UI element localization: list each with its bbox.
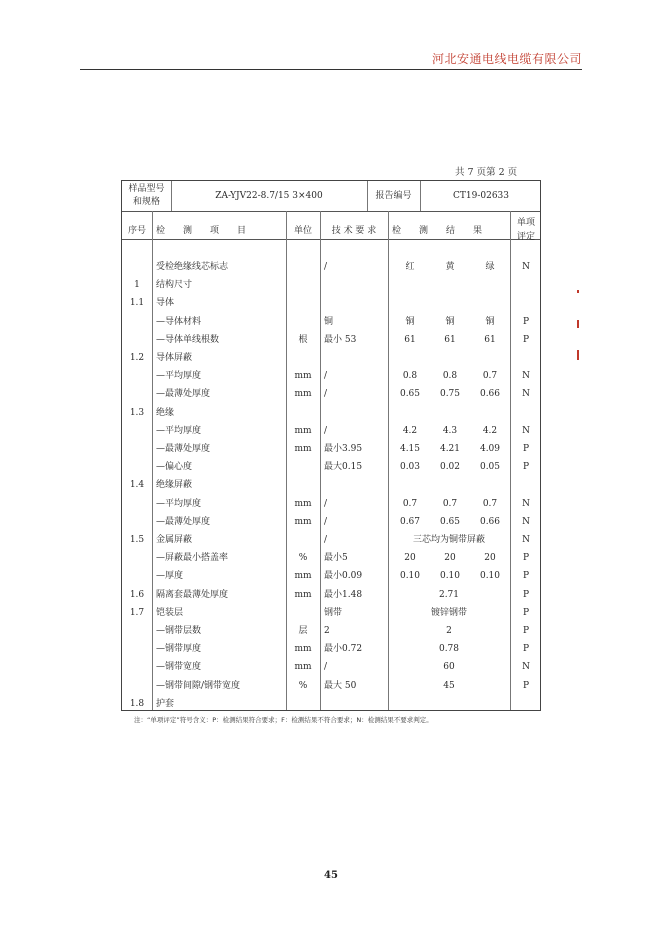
- row-verdict: N: [522, 535, 530, 545]
- row-result-core1: 0.67: [399, 516, 421, 527]
- row-verdict: N: [522, 425, 530, 436]
- row-result-merged: 0.78: [438, 644, 460, 655]
- table-row: [122, 531, 540, 549]
- row-item: 受检绝缘线芯标志: [156, 262, 229, 272]
- row-result-core1: 20: [404, 553, 416, 564]
- row-item: —平均厚度: [156, 371, 202, 382]
- row-requirement: 2: [324, 626, 330, 636]
- table-row: [122, 294, 540, 312]
- row-requirement: /: [324, 389, 328, 400]
- row-result-core3: 铜: [485, 316, 495, 327]
- row-item: —导体单线根数: [156, 334, 220, 345]
- footnote: 注：“单项评定”符号含义：P：检测结果符合要求；F：检测结果不符合要求；N：检测结果不要求判定。: [134, 716, 433, 724]
- row-result-core2: 铜: [445, 316, 455, 327]
- row-verdict: P: [522, 444, 530, 454]
- row-result-core2: 0.10: [439, 571, 461, 582]
- row-seq: 1.2: [129, 353, 145, 363]
- row-result-core1: 0.10: [399, 571, 421, 582]
- row-result-merged: 2: [446, 626, 452, 636]
- table-row: [122, 331, 540, 349]
- row-verdict: P: [522, 589, 530, 600]
- row-requirement: 最小0.09: [324, 571, 363, 582]
- row-item: —钢带宽度: [156, 662, 202, 673]
- row-seq: 1.5: [129, 535, 145, 545]
- row-result-merged: 镀锌钢带: [430, 607, 467, 618]
- row-seq: 1.7: [129, 607, 145, 618]
- table-row: [122, 695, 540, 713]
- row-result-core2: 4.3: [442, 425, 458, 436]
- row-requirement: 钢带: [324, 607, 343, 618]
- row-verdict: P: [522, 571, 530, 582]
- row-requirement: 最小3.95: [324, 444, 363, 454]
- row-result-core2: 0.65: [439, 516, 461, 527]
- col-header-verdict-1: 单项: [516, 218, 535, 228]
- row-item: —屏蔽最小搭盖率: [156, 553, 229, 564]
- row-result-core3: 0.7: [482, 498, 498, 509]
- page-count: 共 7 页第 2 页: [455, 167, 518, 178]
- table-row: [122, 604, 540, 622]
- row-requirement: 最小1.48: [324, 589, 363, 600]
- row-item: —钢带层数: [156, 626, 202, 636]
- row-verdict: N: [522, 262, 530, 272]
- row-result-core3: 4.09: [479, 444, 501, 454]
- row-verdict: P: [522, 644, 530, 655]
- row-result-core1: 铜: [405, 316, 415, 327]
- row-result-core1: 红: [405, 262, 415, 272]
- row-unit: %: [298, 553, 308, 564]
- row-requirement: 最大 50: [324, 680, 357, 691]
- row-unit: mm: [294, 644, 312, 655]
- table-row: [122, 385, 540, 403]
- table-row: [122, 495, 540, 513]
- row-unit: %: [298, 680, 308, 691]
- row-result-core1: 0.03: [399, 462, 421, 473]
- row-unit: mm: [294, 516, 312, 527]
- row-result-core2: 黄: [445, 262, 455, 272]
- row-result-core2: 20: [444, 553, 456, 564]
- row-item: 隔离套最薄处厚度: [156, 589, 229, 600]
- meta-row-divider: [122, 211, 540, 212]
- header-row-divider: [122, 239, 540, 240]
- row-item: 铠装层: [156, 607, 184, 618]
- row-result-core1: 0.7: [402, 498, 418, 509]
- table-row: [122, 622, 540, 640]
- row-result-core1: 0.8: [402, 371, 418, 382]
- row-result-core3: 4.2: [482, 425, 498, 436]
- table-row: [122, 549, 540, 567]
- row-seq: 1.3: [129, 407, 145, 418]
- report-label: 报告编号: [375, 191, 412, 201]
- row-unit: mm: [294, 662, 312, 673]
- row-seq: 1.4: [129, 480, 145, 491]
- row-requirement: 最小 53: [324, 334, 357, 345]
- row-item: 结构尺寸: [156, 280, 193, 291]
- table-row: [122, 422, 540, 440]
- table-row: [122, 367, 540, 385]
- row-verdict: P: [522, 553, 530, 564]
- row-unit: mm: [294, 371, 312, 382]
- row-item: —偏心度: [156, 462, 193, 473]
- report-number: CT19-02633: [452, 191, 509, 201]
- table-row: [122, 640, 540, 658]
- row-result-core3: 0.7: [482, 371, 498, 382]
- row-result-core1: 4.2: [402, 425, 418, 436]
- row-verdict: N: [522, 371, 530, 382]
- row-seq: 1.8: [129, 698, 145, 709]
- row-requirement: /: [324, 498, 328, 509]
- row-requirement: /: [324, 662, 328, 673]
- table-row: [122, 677, 540, 695]
- row-verdict: N: [522, 516, 530, 527]
- row-verdict: P: [522, 626, 530, 636]
- table-row: [122, 513, 540, 531]
- row-verdict: P: [522, 680, 530, 691]
- row-result-core2: 0.8: [442, 371, 458, 382]
- row-item: —钢带间隙/钢带宽度: [156, 680, 241, 691]
- row-requirement: /: [324, 262, 328, 272]
- row-verdict: P: [522, 334, 530, 345]
- row-verdict: N: [522, 498, 530, 509]
- row-result-core3: 0.05: [479, 462, 501, 473]
- page-number: 45: [324, 870, 338, 881]
- row-result-core3: 绿: [485, 262, 495, 272]
- row-verdict: N: [522, 389, 530, 400]
- table-row: [122, 476, 540, 494]
- row-item: —钢带厚度: [156, 644, 202, 655]
- row-requirement: 最小0.72: [324, 644, 363, 655]
- row-requirement: 最大0.15: [324, 462, 363, 473]
- row-unit: mm: [294, 444, 312, 454]
- row-result-core3: 20: [484, 553, 496, 564]
- row-unit: mm: [294, 498, 312, 509]
- row-item: —平均厚度: [156, 498, 202, 509]
- row-result-core3: 0.66: [479, 516, 501, 527]
- row-item: —导体材料: [156, 316, 202, 327]
- row-item: —最薄处厚度: [156, 444, 211, 454]
- row-requirement: 最小5: [324, 553, 348, 564]
- row-result-core3: 0.66: [479, 389, 501, 400]
- margin-mark: [577, 320, 579, 328]
- row-unit: mm: [294, 389, 312, 400]
- test-report-table: [121, 180, 541, 711]
- table-row: [122, 440, 540, 458]
- row-requirement: /: [324, 425, 328, 436]
- row-result-core2: 0.75: [439, 389, 461, 400]
- row-item: 绝缘屏蔽: [156, 480, 193, 491]
- row-requirement: /: [324, 535, 328, 545]
- row-item: —最薄处厚度: [156, 516, 211, 527]
- table-row: [122, 258, 540, 276]
- row-unit: mm: [294, 425, 312, 436]
- row-verdict: P: [522, 316, 530, 327]
- row-result-core2: 0.7: [442, 498, 458, 509]
- row-verdict: P: [522, 607, 530, 618]
- row-result-merged: 2.71: [438, 589, 460, 600]
- row-item: 绝缘: [156, 407, 175, 418]
- table-row: [122, 313, 540, 331]
- table-row: [122, 404, 540, 422]
- row-unit: 层: [298, 626, 308, 636]
- row-result-merged: 三芯均为铜带屏蔽: [412, 535, 485, 545]
- row-item: 导体屏蔽: [156, 353, 193, 363]
- row-requirement: /: [324, 371, 328, 382]
- table-row: [122, 567, 540, 585]
- company-name: 河北安通电线电缆有限公司: [431, 52, 582, 66]
- row-result-core1: 4.15: [399, 444, 421, 454]
- row-item: 护套: [156, 698, 175, 709]
- col-header-item: 检 测 项 目: [156, 226, 247, 236]
- row-result-core1: 61: [404, 334, 416, 345]
- row-result-core3: 61: [484, 334, 496, 345]
- row-seq: 1.6: [129, 589, 145, 600]
- row-unit: mm: [294, 571, 312, 582]
- row-result-core2: 4.21: [439, 444, 461, 454]
- col-header-requirement: 技 术 要 求: [331, 226, 377, 236]
- table-row: [122, 586, 540, 604]
- header-rule: [80, 69, 582, 70]
- row-result-core1: 0.65: [399, 389, 421, 400]
- table-row: [122, 349, 540, 367]
- row-item: 导体: [156, 298, 175, 309]
- row-unit: mm: [294, 589, 312, 600]
- row-requirement: 铜: [324, 316, 334, 327]
- table-row: [122, 458, 540, 476]
- row-item: —最薄处厚度: [156, 389, 211, 400]
- row-unit: 根: [298, 334, 308, 345]
- row-result-core2: 61: [444, 334, 456, 345]
- col-header-unit: 单位: [293, 226, 312, 236]
- margin-mark: [577, 350, 579, 360]
- row-verdict: N: [522, 662, 530, 673]
- model-label: 样品型号 和规格: [128, 184, 165, 207]
- row-item: 金属屏蔽: [156, 535, 193, 545]
- table-row: [122, 658, 540, 676]
- model-value: ZA-YJV22-8.7/15 3×400: [215, 191, 323, 201]
- col-header-result: 检 测 结 果: [392, 226, 483, 236]
- row-seq: 1: [134, 280, 140, 291]
- row-item: —平均厚度: [156, 425, 202, 436]
- row-result-merged: 45: [443, 680, 455, 691]
- col-header-verdict-2: 评定: [516, 232, 535, 242]
- row-result-core2: 0.02: [439, 462, 461, 473]
- row-result-core3: 0.10: [479, 571, 501, 582]
- col-header-seq: 序号: [127, 226, 146, 236]
- row-result-merged: 60: [443, 662, 455, 673]
- row-seq: 1.1: [129, 298, 145, 309]
- row-verdict: P: [522, 462, 530, 473]
- margin-mark: [577, 290, 579, 293]
- table-row: [122, 276, 540, 294]
- row-item: —厚度: [156, 571, 184, 582]
- row-requirement: /: [324, 516, 328, 527]
